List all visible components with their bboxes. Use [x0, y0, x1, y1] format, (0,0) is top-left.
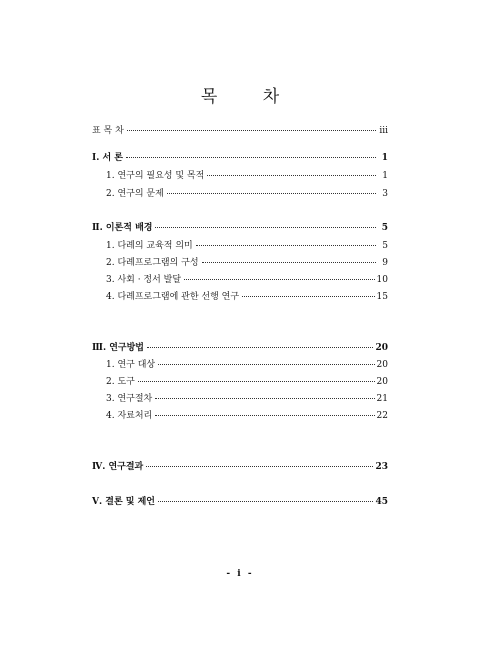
toc-label: 4. 다례프로그램에 관한 선행 연구: [106, 292, 240, 302]
leader-dots: [158, 501, 373, 502]
toc-label: 3. 사회 · 정서 발달: [106, 275, 182, 285]
leader-dots: [184, 279, 374, 280]
toc-entry-1-2[interactable]: [106, 188, 388, 200]
leader-dots: [155, 227, 376, 228]
page-title: 목 차: [200, 87, 300, 107]
toc-entry-chapter-4[interactable]: [92, 461, 388, 473]
toc-label: 3. 연구절차: [106, 394, 153, 404]
toc-page: 5: [382, 241, 388, 251]
toc-entry-chapter-3[interactable]: [92, 342, 388, 354]
toc-entry-2-3[interactable]: [106, 274, 388, 286]
toc-label: 2. 연구의 문제: [106, 189, 164, 199]
toc-page: 23: [375, 462, 388, 472]
toc-entry-2-2[interactable]: [106, 257, 388, 269]
toc-entry-3-4[interactable]: [106, 410, 388, 422]
toc-label: Ⅴ. 결론 및 제언: [92, 497, 155, 507]
toc-page: 45: [375, 497, 388, 507]
toc-label: 2. 도구: [106, 377, 135, 387]
leader-dots: [207, 175, 376, 176]
toc-label: Ⅱ. 이론적 배경: [92, 223, 153, 233]
toc-entry-2-1[interactable]: [106, 240, 388, 252]
leader-dots: [196, 245, 376, 246]
toc-page: 9: [382, 258, 388, 268]
toc-entry-3-3[interactable]: [106, 393, 388, 405]
toc-label: 1. 다례의 교육적 의미: [106, 241, 193, 251]
leader-dots: [167, 193, 376, 194]
toc-page: 20: [376, 360, 388, 370]
leader-dots: [242, 296, 374, 297]
toc-label: 4. 자료처리: [106, 411, 153, 421]
toc-entry-chapter-2[interactable]: [92, 222, 388, 234]
toc-page: 20: [375, 343, 388, 353]
toc-page: 1: [382, 171, 388, 181]
toc-page: 3: [382, 189, 388, 199]
leader-dots: [202, 262, 376, 263]
toc-label: 1. 연구 대상: [106, 360, 156, 370]
leader-dots: [146, 466, 373, 467]
toc-page: 20: [376, 377, 388, 387]
leader-dots: [138, 381, 375, 382]
toc-entry-1-1[interactable]: [106, 170, 388, 182]
toc-page: iii: [379, 126, 388, 136]
toc-page: 21: [376, 394, 388, 404]
toc-label: Ⅰ. 서 론: [92, 153, 123, 163]
leader-dots: [155, 415, 374, 416]
toc-entry-3-1[interactable]: [106, 359, 388, 371]
leader-dots: [158, 364, 374, 365]
toc-label: 1. 연구의 필요성 및 목적: [106, 171, 205, 181]
toc-page: 22: [376, 411, 388, 421]
toc-label: 2. 다례프로그램의 구성: [106, 258, 199, 268]
toc-entry-2-4[interactable]: [106, 291, 388, 303]
leader-dots: [126, 157, 376, 158]
toc-label: Ⅲ. 연구방법: [92, 343, 145, 353]
toc-entry-chapter-1[interactable]: [92, 152, 388, 164]
toc-label: 표 목 차: [92, 126, 124, 136]
toc-label: Ⅳ. 연구결과: [92, 462, 144, 472]
leader-dots: [155, 398, 374, 399]
toc-entry-chapter-5[interactable]: [92, 496, 388, 508]
toc-page: 10: [376, 275, 388, 285]
toc-entry-tables[interactable]: [92, 125, 388, 137]
toc-entry-3-2[interactable]: [106, 376, 388, 388]
toc-page: 1: [381, 153, 388, 163]
page-number: - i -: [226, 569, 254, 579]
leader-dots: [127, 130, 376, 131]
leader-dots: [147, 347, 373, 348]
toc-page: 5: [381, 223, 388, 233]
toc-page: 15: [376, 292, 388, 302]
